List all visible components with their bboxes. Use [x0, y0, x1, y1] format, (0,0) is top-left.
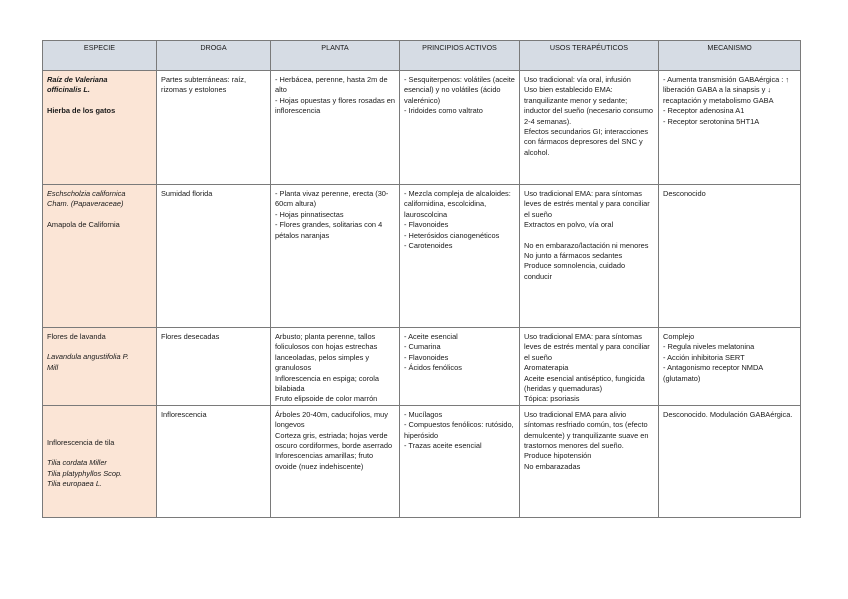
species-latin: Tilia cordata Miller [47, 458, 107, 468]
usos-cell [520, 185, 659, 328]
header-planta: PLANTA [271, 41, 400, 71]
cell-line: - Flores grandes, solitarias con 4 pétalos naranjas [275, 220, 383, 240]
cell-line: Tópica: psoriasis [524, 394, 580, 404]
header-usos-terapeuticos: USOS TERAPÉUTICOS [520, 41, 659, 71]
species-latin: Lavandula angustifolia P. [47, 352, 129, 362]
cell-line: - Receptor serotonina 5HT1A [663, 116, 760, 126]
usos-cell [520, 405, 659, 517]
cell-line: - Flavonoides [404, 220, 449, 230]
species-latin: Tilia europaea L. [47, 479, 102, 489]
cell-line: Uso tradicional: vía oral, infusión [524, 75, 631, 84]
cell-line: - Heterósidos cianogenéticos [404, 230, 500, 240]
cell-line: - Herbácea, perenne, hasta 2m de alto [275, 75, 388, 95]
cell-line: No junto a fármacos sedantes [524, 251, 623, 261]
cell-line: - Hojas pinnatisectas [275, 209, 344, 219]
table-row [43, 328, 801, 406]
cell-line: - Flavonoides [404, 352, 449, 362]
usos-cell [520, 71, 659, 185]
cell-line: - Antagonismo receptor NMDA (glutamato) [663, 363, 763, 383]
cell-line: - Mezcla compleja de alcaloides: californidina, escolcidina, lauroscolcina [404, 189, 511, 219]
mecanismo-cell [659, 405, 801, 517]
header-mecanismo: MECANISMO [659, 41, 801, 71]
cell-line: - Regula niveles melatonina [663, 342, 755, 352]
usos-cell [520, 328, 659, 406]
principios-cell [400, 328, 520, 406]
cell-line: - Trazas aceite esencial [404, 441, 482, 451]
cell-line: - Aumenta transmisión GABAérgica : ↑ liberación GABA a la sinapsis y ↓ recaptación y metabolismo GABA [663, 75, 790, 105]
cell-line: Sumidad florida [161, 189, 213, 198]
species-latin: officinalis L. [47, 85, 90, 95]
species-latin: Tilia platyphyllos Scop. [47, 468, 123, 478]
table-row [43, 71, 801, 185]
principios-cell [400, 71, 520, 185]
cell-line: Produce somnolencia, cuidado conducir [524, 261, 626, 281]
cell-line: Uso tradicional EMA: para síntomas leves de estrés mental y para conciliar el sueño [524, 332, 650, 362]
cell-line: Inflorescencia [161, 409, 207, 419]
cell-line: Produce hipotensión [524, 451, 592, 461]
cell-line: Partes subterráneas: raíz, rizomas y estolones [161, 75, 247, 95]
planta-cell [271, 185, 400, 328]
header-droga: DROGA [157, 41, 271, 71]
mecanismo-cell [659, 71, 801, 185]
species-latin: Eschscholzia californica [47, 189, 126, 198]
plant-table [42, 40, 801, 518]
cell-line: Efectos secundarios GI; interacciones con fármacos depresores del SNC y alcohol. [524, 127, 649, 157]
species-common: Flores de lavanda [47, 332, 106, 341]
species-common: Amapola de California [47, 219, 120, 229]
species-latin: Raíz de Valeriana [47, 75, 108, 84]
cell-line: Desconocido [663, 189, 706, 198]
header-principios-activos: PRINCIPIOS ACTIVOS [400, 41, 520, 71]
mecanismo-cell [659, 185, 801, 328]
cell-line: - Iridoides como valtrato [404, 106, 483, 116]
cell-line: - Ácidos fenólicos [404, 363, 462, 373]
mecanismo-cell [659, 328, 801, 406]
cell-line: - Cumarina [404, 342, 441, 352]
cell-line: - Planta vivaz perenne, erecta (30-60cm altura) [275, 189, 389, 209]
species-common: Inflorescencia de tila [47, 437, 115, 447]
cell-line: Uso tradicional EMA para alivio síntomas resfriado común, tos (efecto demulcente) y tranquilizante suave en trastornos menores del sueño. [524, 409, 649, 451]
cell-line: - Mucílagos [404, 409, 443, 419]
cell-line: Inforescencias amarillas; fruto ovoide (nuez indehiscente) [275, 451, 374, 471]
cell-line: - Acción inhibitoria SERT [663, 352, 745, 362]
cell-line: - Sesquiterpenos: volátiles (aceite esencial) y no volátiles (ácido valerénico) [404, 75, 515, 105]
cell-line: Flores desecadas [161, 332, 220, 341]
cell-line: No en embarazo/lactación ni menores [524, 240, 649, 250]
cell-line: Aceite esencial antiséptico, fungicida (heridas y quemaduras) [524, 373, 645, 394]
species-cell [43, 405, 157, 517]
species-common: Hierba de los gatos [47, 105, 116, 115]
species-cell [43, 328, 157, 406]
cell-line: Aromaterapia [524, 363, 569, 373]
droga-cell [157, 328, 271, 406]
planta-cell [271, 405, 400, 517]
principios-cell [400, 405, 520, 517]
cell-line: - Compuestos fenólicos: rutósido, hiperósido [404, 420, 514, 440]
cell-line: Extractos en polvo, vía oral [524, 220, 614, 230]
species-latin: Mill [47, 362, 59, 372]
header-especie: ESPECIE [43, 41, 157, 71]
droga-cell [157, 185, 271, 328]
droga-cell [157, 405, 271, 517]
cell-line: Fruto elipsoide de color marrón [275, 394, 378, 404]
cell-line: Árboles 20-40m, caducifolios, muy longevos [275, 409, 388, 430]
cell-line: Uso tradicional EMA: para síntomas leves de estrés mental y para conciliar el sueño [524, 189, 650, 219]
cell-line: - Aceite esencial [404, 332, 458, 341]
species-cell [43, 71, 157, 185]
table-row [43, 405, 801, 517]
cell-line: Arbusto; planta perenne, tallos foliculosos con hojas estrechas lanceoladas, pelos simples y granulosos [275, 332, 378, 373]
cell-line: Inflorescencia en espiga; corola bilabiada [275, 373, 379, 394]
cell-line: - Carotenoides [404, 241, 453, 251]
cell-line: No embarazadas [524, 461, 581, 471]
header-row [43, 41, 801, 71]
cell-line: Desconocido. Modulación GABAérgica. [663, 409, 793, 419]
species-cell [43, 185, 157, 328]
cell-line: Corteza gris, estriada; hojas verde oscuro cordiformes, borde aserrado [275, 430, 393, 451]
cell-line: - Receptor adenosina A1 [663, 106, 745, 116]
planta-cell [271, 71, 400, 185]
droga-cell [157, 71, 271, 185]
table-row [43, 185, 801, 328]
cell-line: Uso bien establecido EMA: tranquilizante menor y sedante; inductor del sueño (necesario consumo 2-4 semanas). [524, 85, 654, 126]
principios-cell [400, 185, 520, 328]
cell-line: - Hojas opuestas y flores rosadas en inflorescencia [275, 95, 395, 116]
species-latin: Cham. (Papaveraceae) [47, 199, 124, 209]
cell-line: Complejo [663, 332, 695, 341]
planta-cell [271, 328, 400, 406]
